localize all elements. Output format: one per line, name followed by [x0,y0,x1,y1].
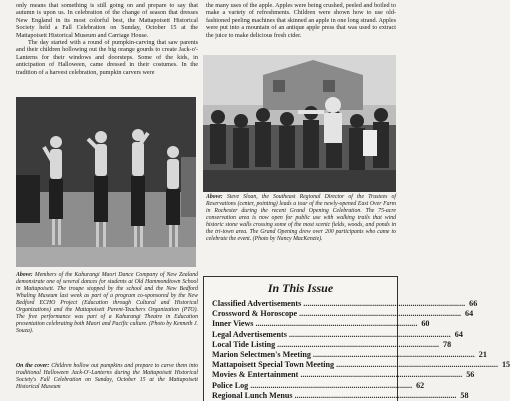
toc-item-label: Regional Lunch Menus ................................................................................ [212,390,457,400]
toc-item[interactable] [204,339,452,350]
toc-item-label: Police Log ................................................................................ [212,380,413,390]
in-this-issue-box [203,276,510,401]
toc-item-label: Marion Selectmen's Meeting ................................................................................ [212,350,475,360]
farm-photo-caption [200,194,398,243]
caption-text: Children hollow out pumpkins and prepare to carve them into traditional Halloween Jack-O'-Lanterns during the Mattapoisett Historical Society's Fall Celebration on Sunday, October 15 at the Mattapoisett Historical Museum [16,363,198,390]
toc-item-label: Mattapoisett Special Town Meeting ................................................................................ [212,360,498,370]
toc-item-page: 56 [466,370,475,380]
toc-item[interactable] [204,360,510,370]
caption-lead: Above: [206,194,223,200]
caption-text: Steve Sloan, the Southeast Regional Director of the Trustees of Reservations (center, pointing) leads a tour of the newly-opened East Over Farm in Rochester during the recent Grand Opening Celebration. The 75-acre conservation area is now open for public use with walking trails that wind historic stone walls crossing some of the most scenic fields, woods, and ponds in the tri-town area. The Grand Opening drew over 200 participants who came to celebrate the event. (Photo by Nancy MacKenzie). [206,194,396,242]
caption-lead: Above: [16,272,33,278]
toc-item[interactable] [204,319,430,329]
story-paragraph: The day started with a round of pumpkin-carving that saw parents and their children hollowing out the big orange gourds to create Jack-o'-Lanterns for their windows and doorsteps. Some of the kids, in anticipation of Halloween, came dressed in their costumes. In the tradition of a harvest celebration, pumpkin carvers were [16,39,198,76]
toc-item-page: 78 [443,339,452,349]
maori-photo-caption [10,272,200,335]
toc-item[interactable] [204,370,475,380]
toc-item-label: Crossword & Horoscope ................................................................................ [212,309,462,319]
in-this-issue-title: In This Issue [267,281,334,295]
toc-item-label: Movies & Entertainment ................................................................................ [212,370,463,380]
toc-item-page: 62 [416,380,425,390]
toc-item-page: 58 [460,390,469,400]
toc-item-label: Inner Views ................................................................................ [212,319,418,329]
toc-item-label: Local Tide Listing ................................................................................ [212,339,440,349]
toc-item[interactable] [204,329,463,340]
toc-item[interactable] [204,299,478,309]
toc-item-page: 64 [465,309,474,319]
toc-item-page: 21 [478,350,487,360]
toc-item-label: Classified Advertisements ................................................................................ [212,299,466,308]
caption-text: Members of the Kahurangi Maori Dance Company of New Zealand demonstrate one of several dances for students at Old Hammondtown School in Mattapoisett. The troupe stopped by the school and the New Bedford Whaling Museum last week as part of a program co-sponsored by the New Bedford ECHO Project (Education through Cultural and Historical Organizations) and the Mattapoisett Parent-Teachers Organization (PTO). The free performance was part of a Kahurangi Theatre in Education presentation celebrating both Maori and Pacific culture. (Photo by Kenneth J. Souza). [16,272,198,334]
toc-item-page: 15 [501,360,510,370]
east-over-farm-photo [203,55,396,192]
toc-item[interactable] [204,350,487,360]
cover-caption [10,363,200,391]
toc-item[interactable] [204,309,474,319]
story-paragraph: the many uses of the apple. Apples were being crushed, peeled and boiled to make a variety of refreshments. Children were shown how to use old-fashioned peeling machines that skinned an apple in one long strand. Apples were put into a mountain of an antique apple press that was used to extract the juice to make delicious fresh cider. [206,2,396,39]
toc-item-page: 60 [421,319,430,329]
toc-item-label: Legal Advertisements ................................................................................ [212,329,451,339]
maori-dance-photo [16,97,196,267]
toc-item-page: 66 [469,299,478,308]
toc-list [204,299,510,401]
toc-item[interactable] [204,380,425,391]
toc-item-page: 64 [454,329,463,339]
caption-lead: On the cover: [16,363,50,369]
story-paragraph: only means that something is still going on and prepare to say that autumn is upon us. In celebration of the change of season that dresses New England in its most colorful best, the Mattapoisett Historical Society held a Fall Celebration on Sunday, October 15 at the Mattapoisett Historical Museum and Carriage House. [16,2,198,39]
toc-item[interactable] [204,390,469,401]
